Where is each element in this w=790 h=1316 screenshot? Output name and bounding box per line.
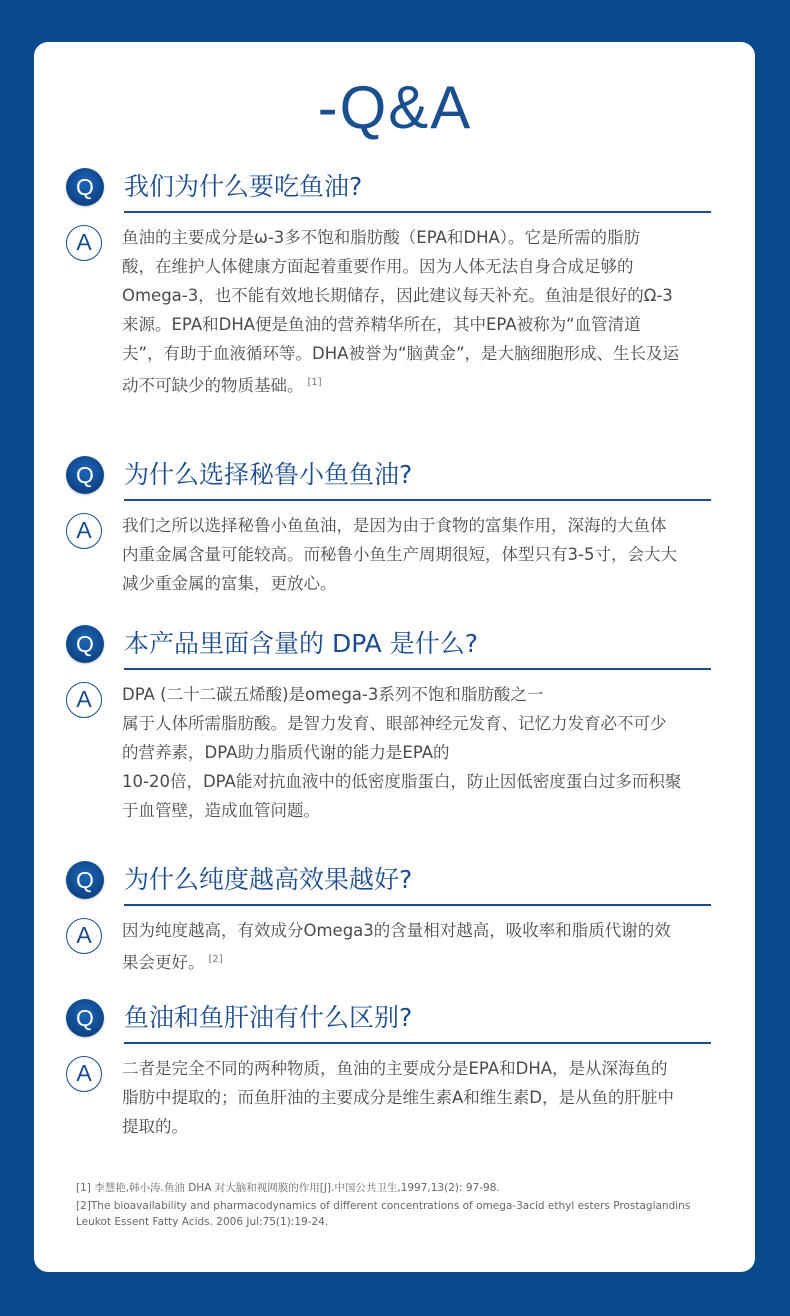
answer-line: 10-20倍，DPA能对抗血液中的低密度脂蛋白，防止因低密度蛋白过多而积聚	[122, 772, 682, 791]
q-badge-icon: Q	[66, 168, 104, 206]
answer-line: 动不可缺少的物质基础。	[122, 376, 304, 395]
references	[76, 1180, 736, 1232]
a-badge-icon: A	[66, 1056, 102, 1092]
reference-1: [1] 李慧艳,韩小涛.鱼油 DHA 对大脑和视网膜的作用[J].中国公共卫生,1997,13(2): 97-98.	[76, 1182, 500, 1194]
qa-item-2	[66, 455, 711, 598]
question-underline	[124, 668, 711, 670]
question-text: 本产品里面含量的 DPA 是什么?	[124, 629, 478, 658]
question-text: 鱼油和鱼肝油有什么区别?	[124, 1003, 413, 1032]
reference-2-cont: Leukot Essent Fatty Acids. 2006 Jul:75(1):19-24.	[76, 1216, 329, 1228]
a-badge-icon: A	[66, 225, 102, 261]
qa-item-4	[66, 860, 711, 977]
answer-text	[122, 511, 711, 598]
q-badge-icon: Q	[66, 456, 104, 494]
answer-row	[66, 223, 711, 400]
answer-text	[122, 1054, 711, 1141]
answer-line: 果会更好。	[122, 953, 205, 972]
a-badge-icon: A	[66, 918, 102, 954]
qa-item-3	[66, 624, 711, 825]
a-badge-icon: A	[66, 682, 102, 718]
reference-marker: [2]	[208, 954, 223, 965]
a-badge-icon: A	[66, 513, 102, 549]
answer-text	[122, 916, 711, 977]
answer-line: 的营养素，DPA助力脂质代谢的能力是EPA的	[122, 743, 450, 762]
answer-row	[66, 680, 711, 825]
answer-line: 于血管壁，造成血管问题。	[122, 801, 320, 820]
answer-row	[66, 511, 711, 598]
q-badge-icon: Q	[66, 999, 104, 1037]
answer-line: Omega-3，也不能有效地长期储存，因此建议每天补充。鱼油是很好的Ω-3	[122, 286, 673, 305]
answer-line: 脂肪中提取的；而鱼肝油的主要成分是维生素A和维生素D，是从鱼的肝脏中	[122, 1088, 674, 1107]
reference-marker: [1]	[307, 377, 322, 388]
question-underline	[124, 211, 711, 213]
page-title: -Q&A	[317, 74, 473, 141]
q-badge-icon: Q	[66, 861, 104, 899]
answer-line: 我们之所以选择秘鲁小鱼鱼油，是因为由于食物的富集作用，深海的大鱼体	[122, 516, 667, 535]
question-row	[66, 998, 711, 1042]
answer-line: 酸，在维护人体健康方面起着重要作用。因为人体无法自身合成足够的	[122, 257, 634, 276]
answer-line: 鱼油的主要成分是ω-3多不饱和脂肪酸（EPA和DHA）。它是所需的脂肪	[122, 228, 641, 247]
answer-text	[122, 680, 711, 825]
question-row	[66, 167, 711, 211]
qa-item-1	[66, 167, 711, 400]
question-underline	[124, 904, 711, 906]
q-badge-icon: Q	[66, 625, 104, 663]
answer-line: 属于人体所需脂肪酸。是智力发育、眼部神经元发育、记忆力发育必不可少	[122, 714, 667, 733]
reference-2: [2]The bioavailability and pharmacodynamics of different concentrations of omega-3acid ethyl esters Prostaglandins	[76, 1200, 691, 1212]
answer-row	[66, 1054, 711, 1141]
answer-line: 因为纯度越高，有效成分Omega3的含量相对越高，吸收率和脂质代谢的效	[122, 921, 671, 940]
question-text: 为什么纯度越高效果越好?	[124, 865, 413, 894]
answer-line: 来源。EPA和DHA便是鱼油的营养精华所在，其中EPA被称为“血管清道	[122, 315, 641, 334]
question-text: 我们为什么要吃鱼油?	[124, 172, 363, 201]
answer-line-last	[122, 945, 711, 977]
answer-line: 二者是完全不同的两种物质，鱼油的主要成分是EPA和DHA，是从深海鱼的	[122, 1059, 668, 1078]
answer-line: 夫”，有助于血液循环等。DHA被誉为“脑黄金”，是大脑细胞形成、生长及运	[122, 344, 680, 363]
answer-row	[66, 916, 711, 977]
question-underline	[124, 499, 711, 501]
answer-text	[122, 223, 711, 400]
question-row	[66, 455, 711, 499]
question-text: 为什么选择秘鲁小鱼鱼油?	[124, 460, 413, 489]
answer-line: 提取的。	[122, 1117, 188, 1136]
question-row	[66, 624, 711, 668]
question-underline	[124, 1042, 711, 1044]
qa-item-5	[66, 998, 711, 1141]
answer-line: DPA (二十二碳五烯酸)是omega-3系列不饱和脂肪酸之一	[122, 685, 544, 704]
answer-line-last	[122, 368, 711, 400]
answer-line: 减少重金属的富集，更放心。	[122, 574, 337, 593]
answer-line: 内重金属含量可能较高。而秘鲁小鱼生产周期很短，体型只有3-5寸，会大大	[122, 545, 677, 564]
question-row	[66, 860, 711, 904]
